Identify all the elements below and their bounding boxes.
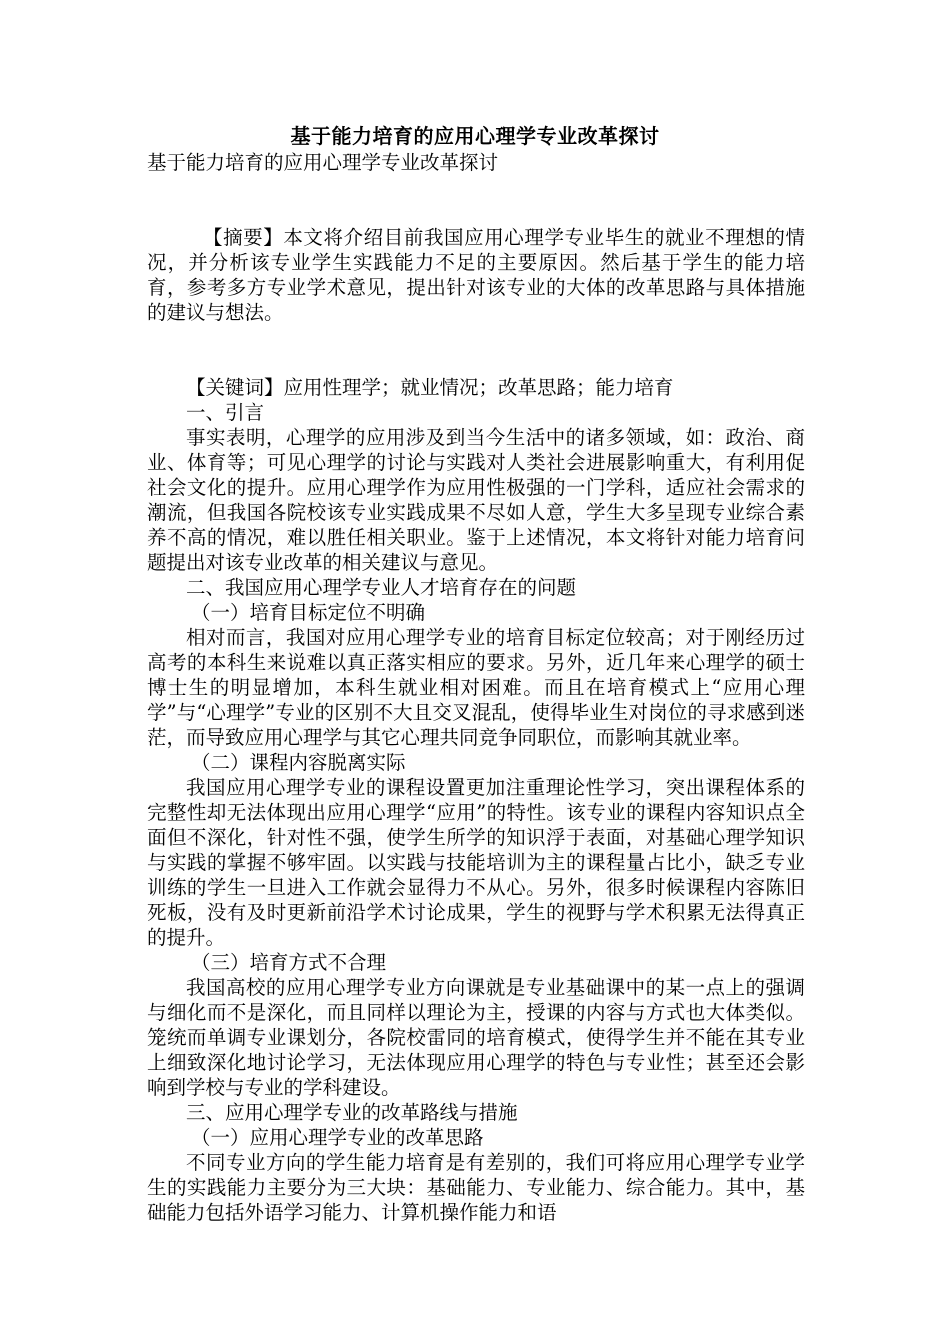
subsection-heading-reform-ideas: （一）应用心理学专业的改革思路	[191, 1126, 484, 1149]
spacer	[147, 325, 805, 350]
keywords-line: 【关键词】应用性理学；就业情况；改革思路；能力培育	[186, 376, 674, 399]
spacer	[147, 175, 805, 200]
spacer	[147, 200, 805, 225]
document-subtitle: 基于能力培育的应用心理学专业改革探讨	[147, 151, 499, 174]
document-title: 基于能力培育的应用心理学专业改革探讨	[290, 124, 660, 148]
subsection-heading-methods: （三）培育方式不合理	[191, 951, 387, 974]
abstract-paragraph: 【摘要】本文将介绍目前我国应用心理学专业毕生的就业不理想的情况，并分析该专业学生实践能力不足的主要原因。然后基于学生的能力培育，参考多方专业学术意见，提出针对该专业的大体的改革思路与具体措施的建议与想法。	[147, 226, 805, 324]
abstract-block	[147, 225, 805, 325]
subsection-heading-curriculum: （二）课程内容脱离实际	[191, 751, 406, 774]
section-heading-problems: 二、我国应用心理学专业人才培育存在的问题	[186, 576, 577, 599]
subsection-heading-goals: （一）培育目标定位不明确	[191, 601, 426, 624]
methods-paragraph: 我国高校的应用心理学专业方向课就是专业基础课中的某一点上的强调与细化而不是深化，而且同样以理论为主，授课的内容与方式也大体类似。笼统而单调专业课划分，各院校雷同的培育模式，使得学生并不能在其专业上细致深化地讨论学习，无法体现应用心理学的特色与专业性；甚至还会影响到学校与专业的学科建设。	[147, 976, 805, 1099]
curriculum-paragraph: 我国应用心理学专业的课程设置更加注重理论性学习，突出课程体系的完整性却无法体现出应用心理学“应用”的特性。该专业的课程内容知识点全面但不深化，针对性不强，使学生所学的知识浮于表面，对基础心理学知识与实践的掌握不够牢固。以实践与技能培训为主的课程量占比小，缺乏专业训练的学生一旦进入工作就会显得力不从心。另外，很多时候课程内容陈旧死板，没有及时更新前沿学术讨论成果，学生的视野与学术积累无法得真正的提升。	[147, 776, 805, 949]
document-body	[147, 150, 805, 1225]
spacer	[147, 350, 805, 375]
section-heading-reform: 三、应用心理学专业的改革路线与措施	[186, 1101, 518, 1124]
goals-paragraph: 相对而言，我国对应用心理学专业的培育目标定位较高；对于刚经历过高考的本科生来说难以真正落实相应的要求。另外，近几年来心理学的硕士博士生的明显增加，本科生就业相对困难。而且在培育模式上“应用心理学”与“心理学”专业的区别不大且交叉混乱，使得毕业生对岗位的寻求感到迷茫，而导致应用心理学与其它心理共同竞争同职位，而影响其就业率。	[147, 626, 805, 749]
section-heading-intro: 一、引言	[186, 401, 265, 424]
reform-ideas-paragraph: 不同专业方向的学生能力培育是有差别的，我们可将应用心理学专业学生的实践能力主要分为三大块：基础能力、专业能力、综合能力。其中，基础能力包括外语学习能力、计算机操作能力和语	[147, 1151, 805, 1224]
intro-paragraph: 事实表明，心理学的应用涉及到当今生活中的诸多领域，如：政治、商业、体育等；可见心理学的讨论与实践对人类社会进展影响重大，有利用促社会文化的提升。应用心理学作为应用性极强的一门学科，适应社会需求的潮流，但我国各院校该专业实践成果不尽如人意，学生大多呈现专业综合素养不高的情况，难以胜任相关职业。鉴于上述情况，本文将针对能力培育问题提出对该专业改革的相关建议与意见。	[147, 426, 805, 574]
